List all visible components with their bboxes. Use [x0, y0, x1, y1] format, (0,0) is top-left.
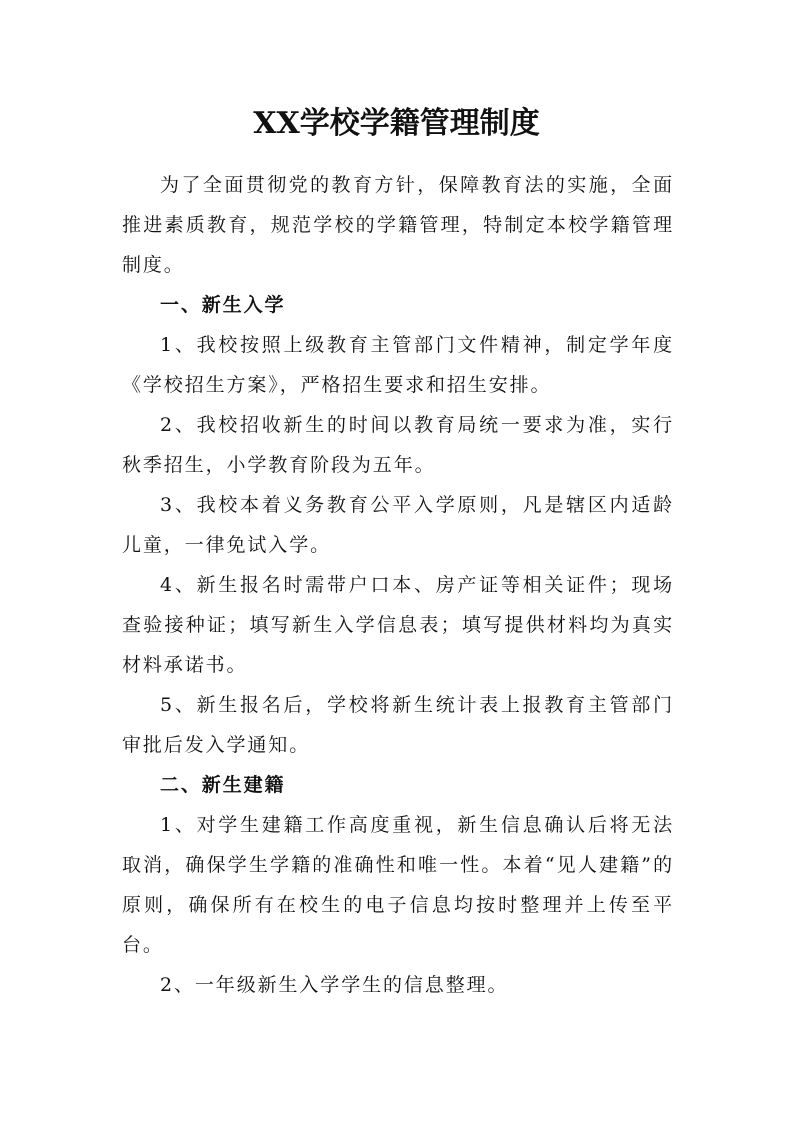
list-item: 1、对学生建籍工作高度重视，新生信息确认后将无法取消，确保学生学籍的准确性和唯一性。本着“见人建籍”的原则，确保所有在校生的电子信息均按时整理并上传至平台。 [122, 814, 674, 956]
section-heading-new-registration: 二、新生建籍 [160, 774, 286, 796]
list-item: 3、我校本着义务教育公平入学原则，凡是辖区内适龄儿童，一律免试入学。 [122, 494, 674, 556]
document-title: XX学校学籍管理制度 [253, 106, 540, 141]
list-item: 2、我校招收新生的时间以教育局统一要求为准，实行秋季招生，小学教育阶段为五年。 [122, 414, 674, 476]
intro-paragraph: 为了全面贯彻党的教育方针，保障教育法的实施，全面推进素质教育，规范学校的学籍管理，特制定本校学籍管理制度。 [122, 174, 674, 276]
list-item: 5、新生报名后，学校将新生统计表上报教育主管部门审批后发入学通知。 [122, 694, 674, 756]
list-item: 1、我校按照上级教育主管部门文件精神，制定学年度《学校招生方案》，严格招生要求和招生安排。 [122, 334, 674, 396]
document-body [122, 165, 674, 1005]
section-heading-new-enrollment: 一、新生入学 [160, 294, 286, 316]
list-item: 4、新生报名时需带户口本、房产证等相关证件；现场查验接种证；填写新生入学信息表；填写提供材料均为真实材料承诺书。 [122, 574, 674, 676]
list-item: 2、一年级新生入学学生的信息整理。 [160, 974, 509, 996]
